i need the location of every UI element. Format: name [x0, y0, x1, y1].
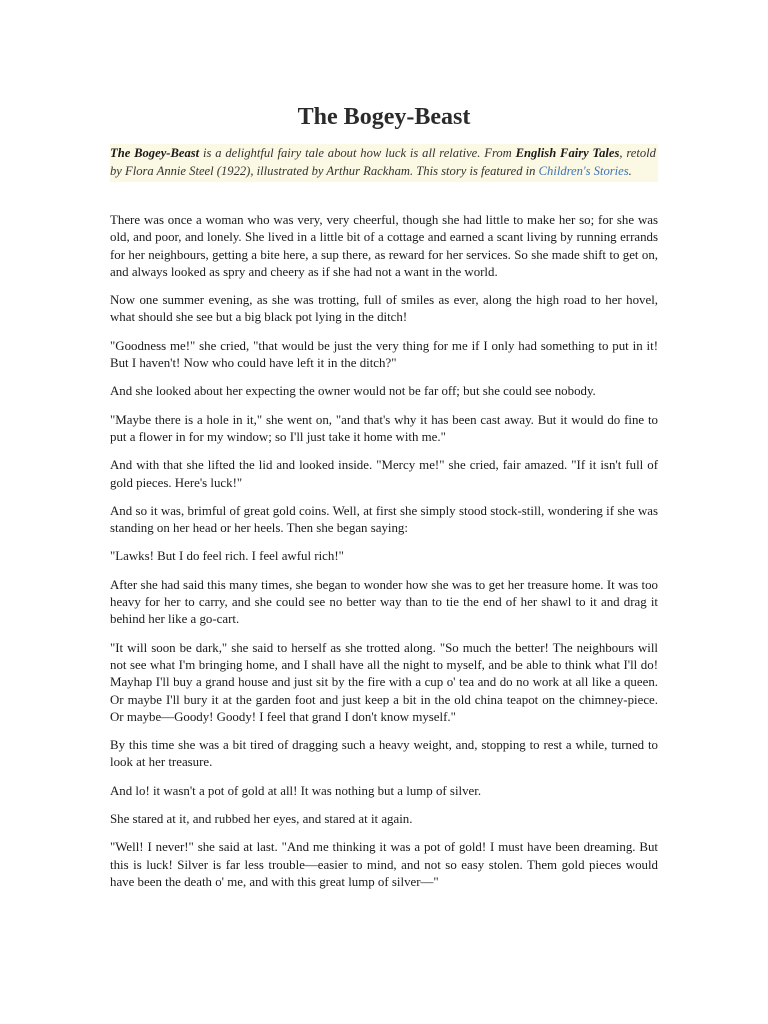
intro-source-title: English Fairy Tales: [515, 146, 620, 160]
story-paragraph: By this time she was a bit tired of dragging such a heavy weight, and, stopping to rest a while, turned to look at her treasure.: [110, 738, 658, 770]
page-title: The Bogey-Beast: [297, 104, 471, 130]
story-paragraph: And she looked about her expecting the owner would not be far off; but she could see nobody.: [110, 384, 596, 399]
intro-text-1: is a delightful fairy tale about how luck is all relative. From: [199, 146, 516, 160]
story-paragraph: She stared at it, and rubbed her eyes, and stared at it again.: [110, 812, 413, 827]
childrens-stories-link[interactable]: Children's Stories: [538, 163, 629, 178]
intro-text-2: , retold by Flora Annie Steel (1922), illustrated by Arthur Rackham. This story is featured in: [110, 146, 656, 178]
intro-text-3: .: [628, 163, 632, 178]
story-body: [110, 212, 658, 891]
intro-box: [110, 144, 658, 182]
story-paragraph: "Well! I never!" she said at last. "And me thinking it was a pot of gold! I must have been dreaming. But this is luck! Silver is far less trouble—easier to mind, and not so easy stolen. Them gold pieces would have been the death o' me, and with this great lump of silver—": [110, 840, 658, 889]
story-paragraph: "It will soon be dark," she said to herself as she trotted along. "So much the better! The neighbours will not see what I'm bringing home, and I shall have all the night to myself, and be able to think what I'll do! Mayhap I'll buy a grand house and just sit by the fire with a cup o' tea and do no work at all like a queen. Or maybe I'll bury it at the garden foot and just keep a bit in the old china teapot on the chimney-piece. Or maybe—Goody! Goody! I feel that grand I don't know myself.": [110, 640, 658, 724]
story-paragraph: And so it was, brimful of great gold coins. Well, at first she simply stood stock-still, wondering if she was standing on her head or her heels. Then she began saying:: [110, 503, 658, 536]
story-paragraph: There was once a woman who was very, very cheerful, though she had little to make her so; for she was old, and poor, and lonely. She lived in a little bit of a cottage and earned a scant living by running errands for her neighbours, getting a bite here, a sup there, as reward for her services. So she made shift to get on, and always looked as spry and cheery as if she had not a want in the world.: [110, 213, 658, 279]
story-paragraph: "Maybe there is a hole in it," she went on, "and that's why it has been cast away. But it would do fine to put a flower in for my window; so I'll just take it home with me.": [110, 412, 658, 444]
story-paragraph: "Lawks! But I do feel rich. I feel awful rich!": [110, 549, 344, 564]
story-paragraph: After she had said this many times, she began to wonder how she was to get her treasure home. It was too heavy for her to carry, and she could see no better way than to tie the end of her shawl to it and drag it behind her like a go-cart.: [110, 577, 658, 627]
story-paragraph: And lo! it wasn't a pot of gold at all! It was nothing but a lump of silver.: [110, 783, 482, 798]
story-paragraph: "Goodness me!" she cried, "that would be just the very thing for me if I only had something to put in it! But I haven't! Now who could have left it in the ditch?": [110, 338, 658, 371]
story-paragraph: Now one summer evening, as she was trotting, full of smiles as ever, along the high road to her hovel, what should she see but a big black pot lying in the ditch!: [110, 293, 658, 325]
story-paragraph: And with that she lifted the lid and looked inside. "Mercy me!" she cried, fair amazed. "If it isn't full of gold pieces. Here's luck!": [110, 458, 658, 490]
intro-work-title: The Bogey-Beast: [110, 146, 200, 160]
